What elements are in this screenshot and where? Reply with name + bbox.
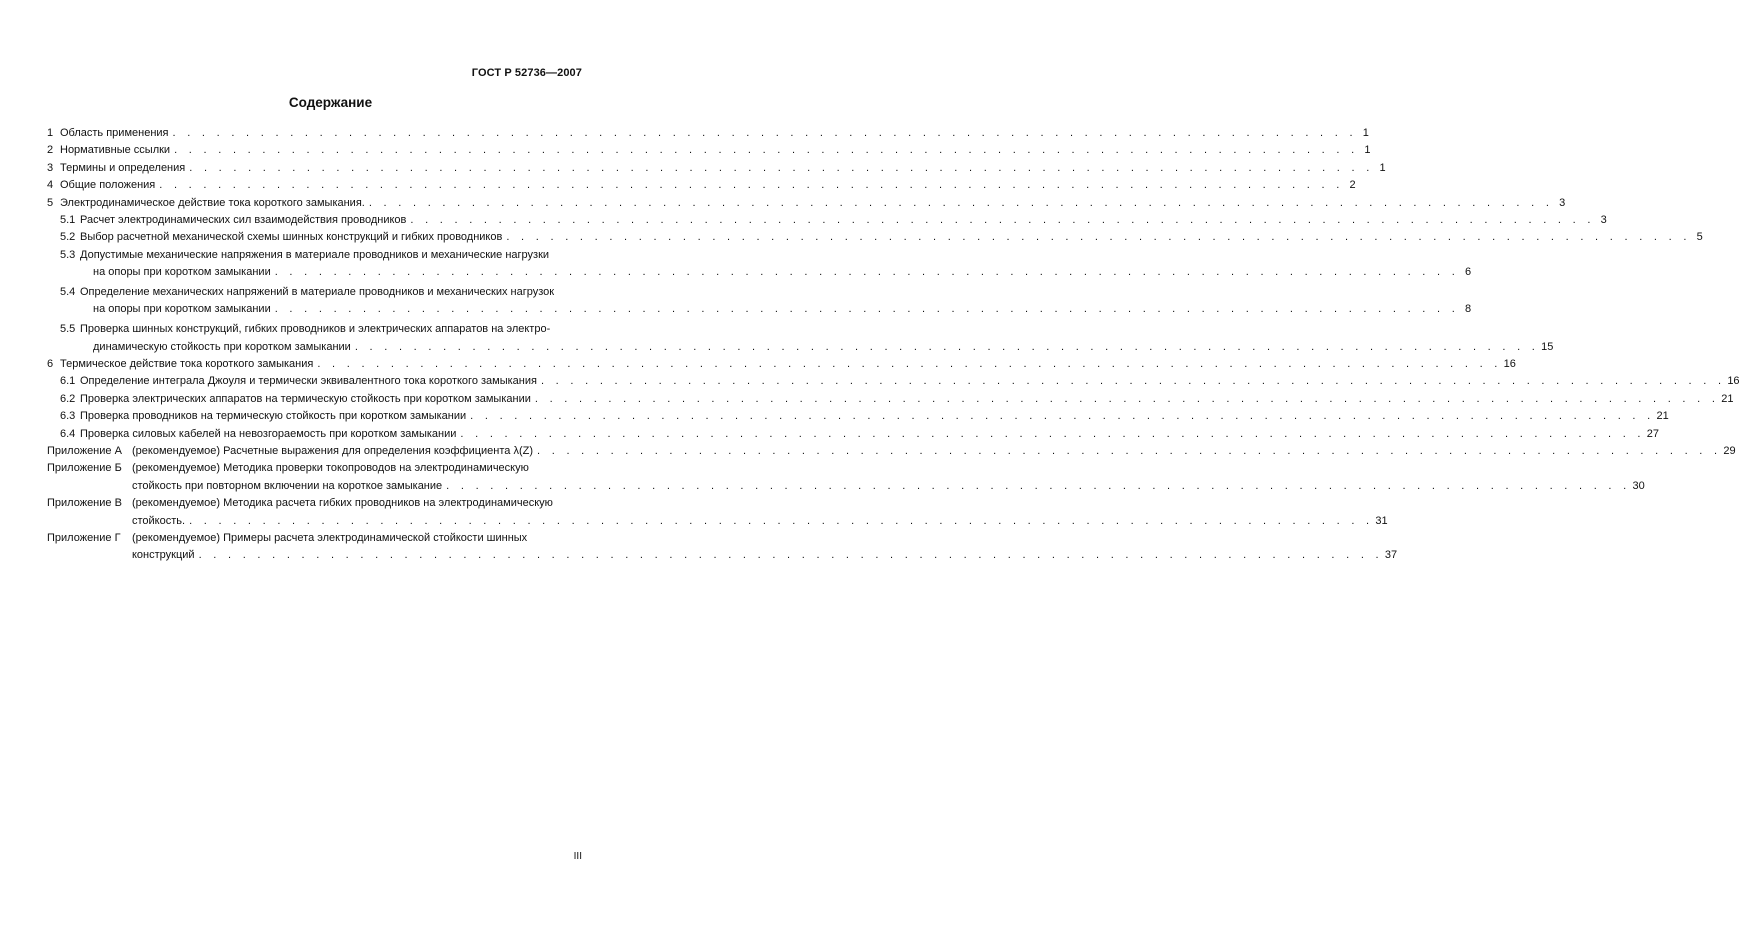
- dot-leader: . . . . . . . . . . . . . . . . . . . . . . . . . . . . . . . . . . . . . . . . . . . . . . . . . . . . . . . . . . . . . . . . . . . . . . . . . . . . . . . . .: [534, 392, 1720, 405]
- toc-title-line1: (рекомендуемое) Методика расчета гибких проводников на электродинамическую: [132, 497, 553, 510]
- toc-number: 5.2: [60, 231, 76, 244]
- toc-page: 3: [1559, 196, 1566, 209]
- toc-page: 29: [1723, 445, 1736, 458]
- toc-page: 6: [1464, 266, 1472, 279]
- toc-page: 16: [1727, 375, 1740, 388]
- dot-leader: . . . . . . . . . . . . . . . . . . . . . . . . . . . . . . . . . . . . . . . . . . . . . . . . . . . . . . . . . . . . . . . . . . . . . . . . . . . . . . . . .: [172, 127, 1357, 139]
- toc-title: Область применения: [60, 127, 169, 139]
- toc-title-line1: (рекомендуемое) Примеры расчета электродинамической стойкости шинных: [132, 531, 528, 544]
- toc-page: 5: [1696, 231, 1703, 244]
- dot-leader: . . . . . . . . . . . . . . . . . . . . . . . . . . . . . . . . . . . . . . . . . . . . . . . . . . . . . . . . . . . . . . . . . . . . . . . . . . . . . . . . .: [159, 179, 1344, 192]
- toc-page: 15: [1541, 340, 1554, 353]
- dot-leader: . . . . . . . . . . . . . . . . . . . . . . . . . . . . . . . . . . . . . . . . . . . . . . . . . . . . . . . . . . . . . . . . . . . . . . . . . . . . . . . . .: [189, 161, 1374, 174]
- toc-entry-5-1[interactable]: [47, 212, 1607, 229]
- dot-leader: . . . . . . . . . . . . . . . . . . . . . . . . . . . . . . . . . . . . . . . . . . . . . . . . . . . . . . . . . . . . . . . . . . . . . . . . . . . . . . . . .: [446, 479, 1631, 492]
- dot-leader: . . . . . . . . . . . . . . . . . . . . . . . . . . . . . . . . . . . . . . . . . . . . . . . . . . . . . . . . . . . . . . . . . . . . . . . . . . . . . . . . .: [410, 213, 1595, 226]
- toc-title: Термическое действие тока короткого замыкания: [60, 358, 314, 371]
- toc-title: Электродинамическое действие тока короткого замыкания.: [60, 196, 365, 209]
- toc-title-line1: Допустимые механические напряжения в материале проводников и механические нагрузки: [80, 248, 550, 261]
- toc-title-line1: Определение механических напряжений в материале проводников и механических нагрузок: [80, 286, 555, 299]
- toc-number: 6.3: [60, 410, 76, 423]
- toc-page: 30: [1632, 479, 1645, 492]
- toc-title: (рекомендуемое) Расчетные выражения для определения коэффициента λ(Z): [132, 445, 534, 458]
- toc-entry-5-3[interactable]: [47, 247, 1472, 282]
- toc-title: Определение интеграла Джоуля и термически эквивалентного тока короткого замыкания: [80, 375, 537, 388]
- toc-number: 3: [47, 161, 54, 174]
- toc-title: Общие положения: [60, 179, 156, 192]
- toc-number: 5.4: [60, 286, 76, 299]
- toc-entry-6[interactable]: [47, 356, 1516, 373]
- toc-entry-3[interactable]: [47, 160, 1386, 177]
- toc-page: 1: [1364, 144, 1371, 157]
- toc-entry-5[interactable]: [47, 195, 1566, 212]
- toc-entry-2[interactable]: [47, 142, 1371, 159]
- toc-number: 6.4: [60, 427, 76, 440]
- dot-leader: . . . . . . . . . . . . . . . . . . . . . . . . . . . . . . . . . . . . . . . . . . . . . . . . . . . . . . . . . . . . . . . . . . . . . . . . . . . . . . . . .: [368, 196, 1554, 209]
- toc-number: 5.3: [60, 248, 76, 261]
- toc-title-line2: конструкций: [132, 549, 195, 562]
- toc-number: 5: [47, 196, 54, 209]
- toc-page: 27: [1646, 427, 1660, 440]
- appendix-label: Приложение В: [47, 497, 122, 510]
- dot-leader: . . . . . . . . . . . . . . . . . . . . . . . . . . . . . . . . . . . . . . . . . . . . . . . . . . . . . . . . . . . . . . . . . . . . . . . . . . . . . . . . .: [174, 144, 1359, 157]
- toc-title: Расчет электродинамических сил взаимодействия проводников: [80, 213, 407, 226]
- toc-title-line2: динамическую стойкость при коротком замыкании: [93, 340, 351, 353]
- toc-entry-5-4[interactable]: [47, 284, 1472, 319]
- toc-number: 2: [47, 144, 54, 157]
- toc-number: 1: [47, 127, 54, 139]
- toc-page: 8: [1464, 303, 1472, 316]
- toc-title: Термины и определения: [60, 161, 186, 174]
- toc-appendix-v[interactable]: [47, 495, 1388, 530]
- toc-entry-5-5[interactable]: [47, 321, 1554, 356]
- dot-leader: . . . . . . . . . . . . . . . . . . . . . . . . . . . . . . . . . . . . . . . . . . . . . . . . . . . . . . . . . . . . . . . . . . . . . . . . . . . . . . . . .: [537, 445, 1722, 458]
- toc-number: 6.2: [60, 392, 76, 405]
- dot-leader: . . . . . . . . . . . . . . . . . . . . . . . . . . . . . . . . . . . . . . . . . . . . . . . . . . . . . . . . . . . . . . . . . . . . . . . . . . . . . . . . .: [354, 340, 1540, 353]
- toc-title: Проверка силовых кабелей на невозгораемость при коротком замыкании: [80, 427, 457, 440]
- toc-appendix-a[interactable]: [47, 443, 1736, 460]
- toc-title-line2: стойкость при повторном включении на короткое замыкание: [132, 479, 443, 492]
- toc-number: 6.1: [60, 375, 76, 388]
- dot-leader: . . . . . . . . . . . . . . . . . . . . . . . . . . . . . . . . . . . . . . . . . . . . . . . . . . . . . . . . . . . . . . . . . . . . . . . . . . . . . . . . .: [189, 514, 1374, 527]
- toc-title-line1: Проверка шинных конструкций, гибких проводников и электрических аппаратов на электро-: [80, 323, 551, 336]
- toc-appendix-g[interactable]: [47, 530, 1398, 565]
- toc-page: 1: [1362, 127, 1369, 139]
- toc-entry-6-1[interactable]: [47, 373, 1740, 390]
- toc-title-line2: на опоры при коротком замыкании: [93, 266, 271, 279]
- toc-page: 3: [1600, 213, 1607, 226]
- toc-title: Проверка электрических аппаратов на термическую стойкость при коротком замыкании: [80, 392, 531, 405]
- toc-number: 5.1: [60, 213, 76, 226]
- toc-number: 6: [47, 358, 54, 371]
- toc-entry-5-2[interactable]: [47, 229, 1703, 246]
- dot-leader: . . . . . . . . . . . . . . . . . . . . . . . . . . . . . . . . . . . . . . . . . . . . . . . . . . . . . . . . . . . . . . . . . . . . . . . . . . . . . . . . .: [540, 375, 1726, 388]
- standard-code: ГОСТ Р 52736—2007: [471, 67, 582, 79]
- toc-number: 5.5: [60, 323, 76, 336]
- toc-page: 1: [1379, 161, 1386, 174]
- dot-leader: . . . . . . . . . . . . . . . . . . . . . . . . . . . . . . . . . . . . . . . . . . . . . . . . . . . . . . . . . . . . . . . . . . . . . . . . . . . . . . . . .: [274, 266, 1460, 279]
- toc-page: 16: [1503, 358, 1516, 371]
- toc-page: 2: [1349, 179, 1356, 192]
- dot-leader: . . . . . . . . . . . . . . . . . . . . . . . . . . . . . . . . . . . . . . . . . . . . . . . . . . . . . . . . . . . . . . . . . . . . . . . . . . . . . . . . .: [317, 358, 1502, 371]
- toc-entry-4[interactable]: [47, 177, 1356, 194]
- toc-page: 21: [1656, 410, 1669, 423]
- toc-appendix-b[interactable]: [47, 460, 1645, 495]
- toc-entry-6-4[interactable]: [47, 426, 1660, 443]
- toc-entry-6-3[interactable]: [47, 408, 1669, 425]
- dot-leader: . . . . . . . . . . . . . . . . . . . . . . . . . . . . . . . . . . . . . . . . . . . . . . . . . . . . . . . . . . . . . . . . . . . . . . . . . . . . . . . . .: [198, 549, 1383, 562]
- toc-title-line1: (рекомендуемое) Методика проверки токопроводов на электродинамическую: [132, 462, 529, 475]
- toc-title-line2: на опоры при коротком замыкании: [93, 303, 271, 316]
- appendix-label: Приложение А: [47, 445, 122, 458]
- toc-entry-1[interactable]: [47, 125, 1369, 142]
- toc-number: 4: [47, 179, 54, 192]
- toc-title: Проверка проводников на термическую стойкость при коротком замыкании: [80, 410, 467, 423]
- page-number: III: [573, 851, 582, 862]
- toc-title: Выбор расчетной механической схемы шинных конструкций и гибких проводников: [80, 231, 503, 244]
- dot-leader: . . . . . . . . . . . . . . . . . . . . . . . . . . . . . . . . . . . . . . . . . . . . . . . . . . . . . . . . . . . . . . . . . . . . . . . . . . . . . . . . .: [460, 427, 1645, 440]
- toc-entry-6-2[interactable]: [47, 391, 1734, 408]
- dot-leader: . . . . . . . . . . . . . . . . . . . . . . . . . . . . . . . . . . . . . . . . . . . . . . . . . . . . . . . . . . . . . . . . . . . . . . . . . . . . . . . . .: [274, 303, 1460, 316]
- toc-page: 21: [1721, 392, 1734, 405]
- toc-page: 31: [1375, 514, 1388, 527]
- dot-leader: . . . . . . . . . . . . . . . . . . . . . . . . . . . . . . . . . . . . . . . . . . . . . . . . . . . . . . . . . . . . . . . . . . . . . . . . . . . . . . . . .: [470, 410, 1655, 423]
- toc-title: Нормативные ссылки: [60, 144, 171, 157]
- toc-page: 37: [1384, 549, 1398, 562]
- appendix-label: Приложение Г: [47, 531, 121, 544]
- table-of-contents: [47, 125, 1740, 565]
- dot-leader: . . . . . . . . . . . . . . . . . . . . . . . . . . . . . . . . . . . . . . . . . . . . . . . . . . . . . . . . . . . . . . . . . . . . . . . . . . . . . . . . .: [506, 231, 1691, 244]
- appendix-label: Приложение Б: [47, 462, 122, 475]
- toc-title-line2: стойкость.: [132, 514, 186, 527]
- page-title: Содержание: [288, 95, 373, 110]
